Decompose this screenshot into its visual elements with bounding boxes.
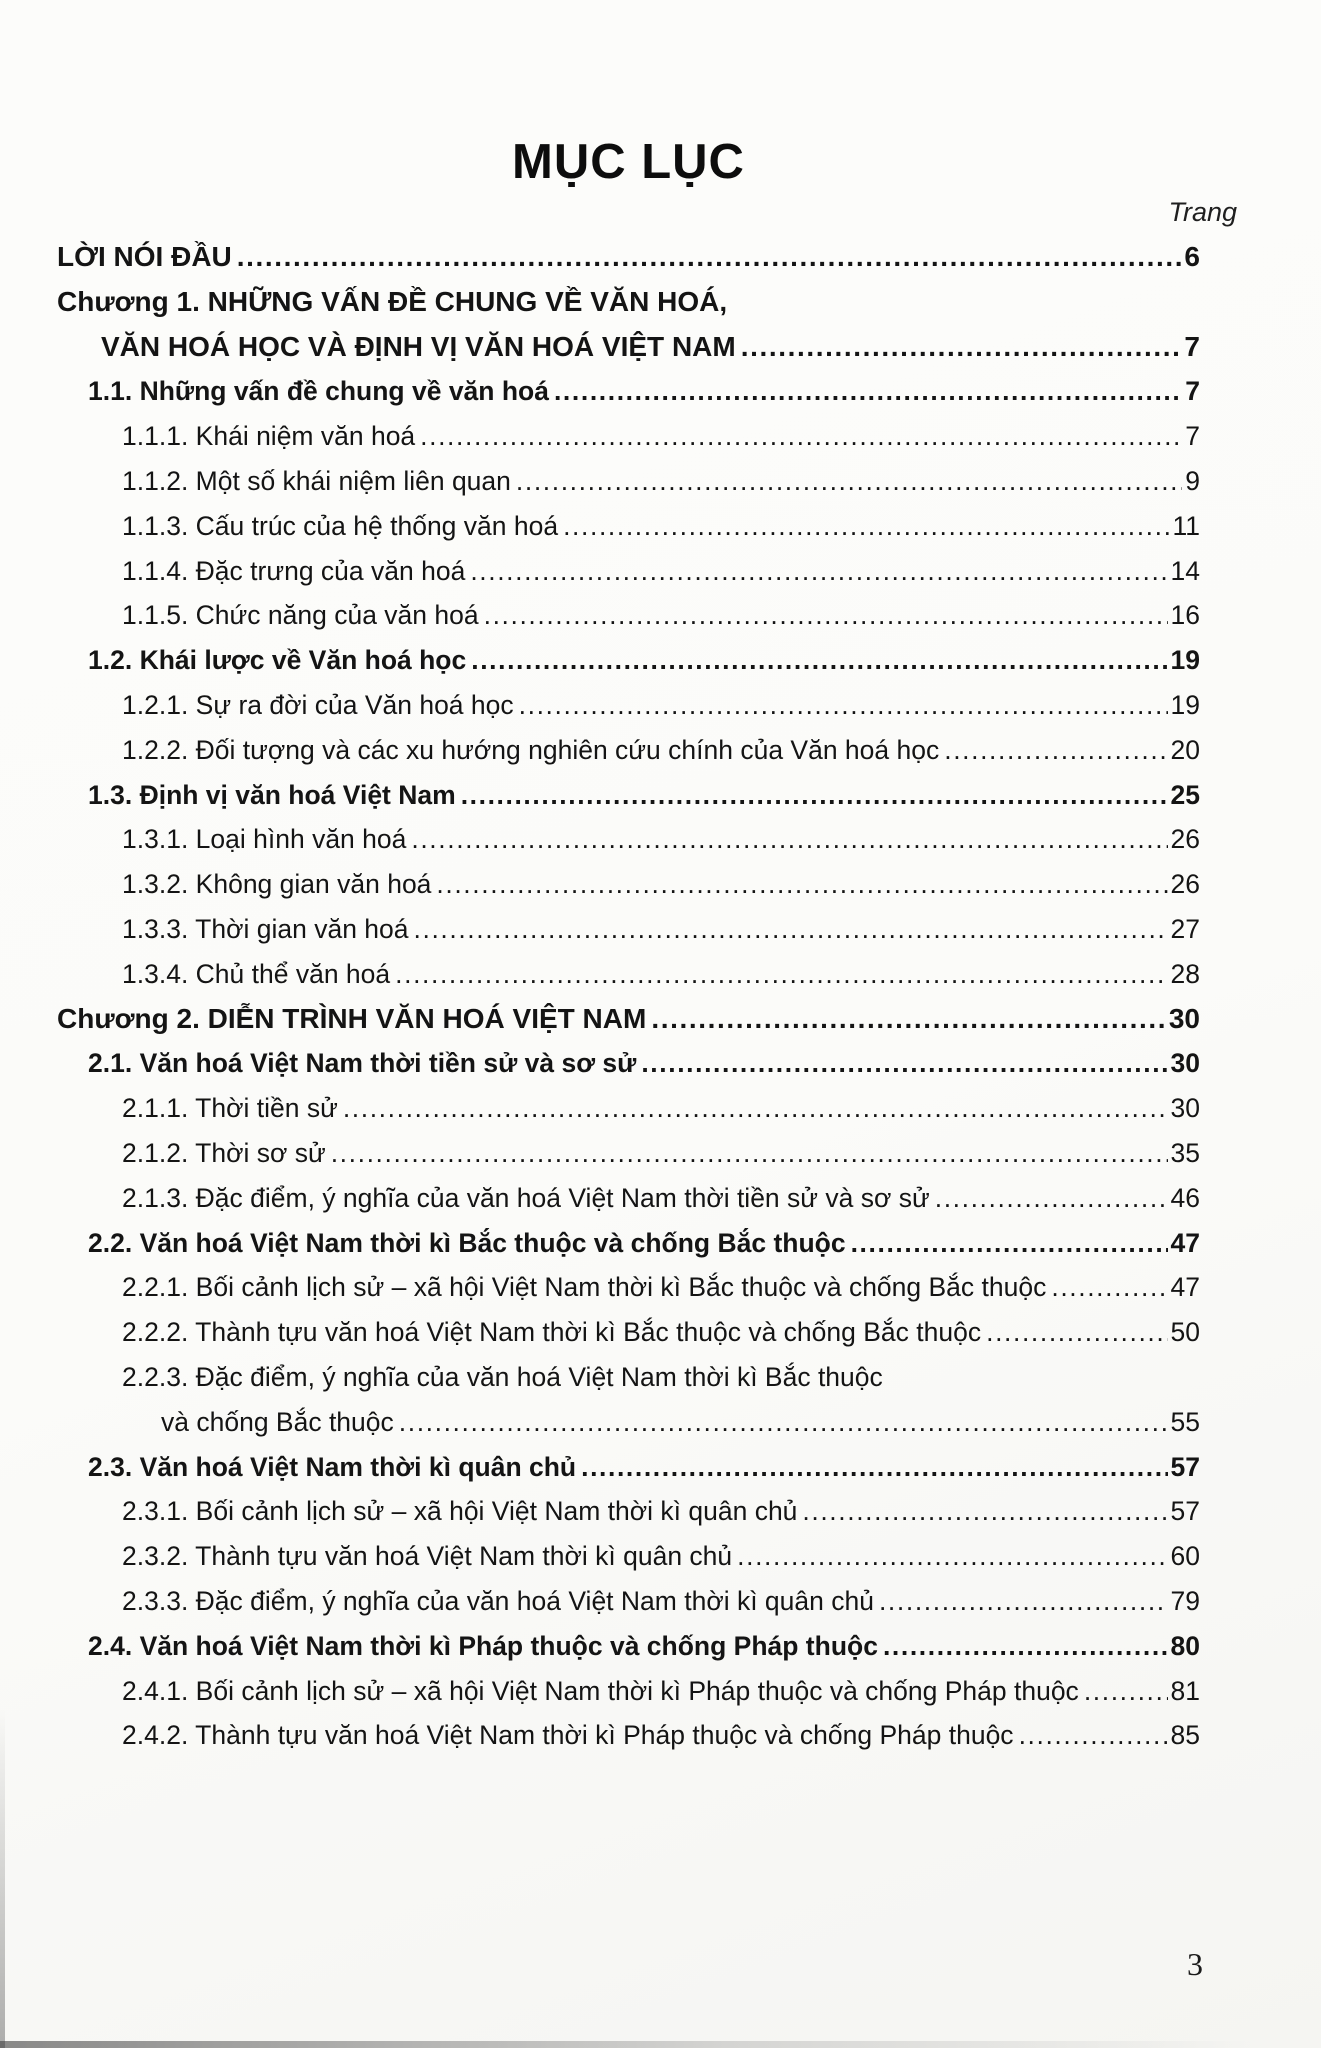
toc-entry-text: 2.2.3. Đặc điểm, ý nghĩa của văn hoá Việt Nam thời kì Bắc thuộc [122, 1361, 883, 1392]
toc-entry-text: 2.2.1. Bối cảnh lịch sử – xã hội Việt Nam thời kì Bắc thuộc và chống Bắc thuộc [122, 1272, 1047, 1303]
toc-entry-text: 1.2.1. Sự ra đời của Văn hoá học [122, 689, 514, 720]
toc-entry-page: 30 [1170, 1093, 1200, 1124]
toc-entry [57, 638, 1200, 683]
toc-entry-text: 2.4.1. Bối cảnh lịch sử – xã hội Việt Nam thời kì Pháp thuộc và chống Pháp thuộc [122, 1675, 1079, 1706]
dot-leader [879, 1579, 1168, 1624]
toc-entry-page: 47 [1170, 1227, 1200, 1258]
dot-leader [411, 817, 1167, 862]
toc-entry-text: 2.1. Văn hoá Việt Nam thời tiền sử và sơ sử [88, 1048, 637, 1079]
toc-entry-page: 30 [1170, 1048, 1200, 1079]
toc-entry [57, 1355, 1200, 1445]
toc-entry-text: 1.1.4. Đặc trưng của văn hoá [122, 555, 466, 586]
toc-entry-page: 60 [1170, 1541, 1200, 1572]
toc-entry-page: 79 [1170, 1585, 1200, 1616]
scan-corner-artifact [0, 1708, 5, 2048]
dot-leader [651, 997, 1166, 1042]
toc-entry [57, 593, 1200, 638]
toc-entry [57, 1489, 1200, 1534]
dot-leader [331, 1131, 1168, 1176]
toc-entry [57, 1624, 1200, 1669]
toc-entry [57, 369, 1200, 414]
dot-leader [802, 1489, 1167, 1534]
toc-entry-page: 25 [1170, 779, 1200, 810]
toc-entry-page: 26 [1170, 869, 1200, 900]
dot-leader [986, 1310, 1167, 1355]
toc-entry [57, 728, 1200, 773]
toc-entry-page: 14 [1170, 555, 1200, 586]
dot-leader [1019, 1713, 1168, 1758]
toc-entry [57, 683, 1200, 728]
page-column-header: Trang [1168, 197, 1237, 227]
toc-entry-page: 20 [1170, 734, 1200, 765]
dot-leader [420, 414, 1182, 459]
toc-entry [57, 1041, 1200, 1086]
toc-entry [57, 1086, 1200, 1131]
toc-entry [57, 1579, 1200, 1624]
dot-leader [414, 907, 1168, 952]
dot-leader [395, 952, 1167, 997]
toc-entry-text: 2.3.3. Đặc điểm, ý nghĩa của văn hoá Việt Nam thời kì quân chủ [122, 1585, 874, 1616]
toc-entry-page: 28 [1170, 958, 1200, 989]
toc-entry [57, 1131, 1200, 1176]
toc-entry-text: 1.3.4. Chủ thể văn hoá [122, 958, 391, 989]
toc-entry [57, 280, 1200, 370]
toc-entry [57, 235, 1200, 280]
toc-entry-text: LỜI NÓI ĐẦU [57, 241, 232, 272]
toc-entry [57, 1534, 1200, 1579]
toc-entry-text: VĂN HOÁ HỌC VÀ ĐỊNH VỊ VĂN HOÁ VIỆT NAM [101, 330, 736, 362]
dot-leader [563, 504, 1169, 549]
toc-entry-page: 57 [1170, 1496, 1200, 1527]
toc-entry-text: 1.1.5. Chức năng của văn hoá [122, 600, 479, 631]
toc-list [57, 235, 1200, 1758]
dot-leader [519, 683, 1168, 728]
toc-entry-page: 11 [1172, 510, 1200, 541]
toc-entry-text: và chống Bắc thuộc [161, 1406, 394, 1437]
toc-entry-text: 1.3.1. Loại hình văn hoá [122, 824, 407, 855]
toc-entry-text: Chương 1. NHỮNG VẤN ĐỀ CHUNG VỀ VĂN HOÁ, [57, 285, 728, 317]
dot-leader [399, 1400, 1168, 1445]
toc-entry-text: 1.2.2. Đối tượng và các xu hướng nghiên cứu chính của Văn hoá học [122, 734, 940, 765]
toc-entry-text: 1.3.3. Thời gian văn hoá [122, 913, 409, 944]
toc-entry-text: 2.3.1. Bối cảnh lịch sử – xã hội Việt Nam thời kì quân chủ [122, 1496, 798, 1527]
dot-leader [484, 593, 1168, 638]
toc-entry-page: 19 [1170, 645, 1200, 676]
toc-entry-text: 2.1.2. Thời sơ sử [122, 1137, 326, 1168]
toc-entry-text: 1.1.1. Khái niệm văn hoá [122, 421, 416, 452]
toc-entry [57, 1713, 1200, 1758]
toc-entry-page: 57 [1170, 1451, 1200, 1482]
dot-leader [343, 1086, 1168, 1131]
toc-entry-text: Chương 2. DIỄN TRÌNH VĂN HOÁ VIỆT NAM [57, 1002, 647, 1034]
toc-entry-page: 7 [1185, 421, 1200, 452]
dot-leader [461, 773, 1168, 818]
toc-entry-text: 2.4. Văn hoá Việt Nam thời kì Pháp thuộc và chống Pháp thuộc [88, 1630, 878, 1661]
toc-entry [57, 952, 1200, 997]
toc-entry-text: 2.2.2. Thành tựu văn hoá Việt Nam thời kì Bắc thuộc và chống Bắc thuộc [122, 1317, 982, 1348]
toc-entry-page: 35 [1170, 1137, 1200, 1168]
toc-entry-text: 1.1.2. Một số khái niệm liên quan [122, 465, 511, 496]
dot-leader [851, 1221, 1168, 1266]
toc-entry-page: 50 [1170, 1317, 1200, 1348]
toc-entry [57, 504, 1200, 549]
toc-entry-page: 6 [1184, 241, 1200, 272]
dot-leader [470, 549, 1167, 594]
toc-entry [57, 997, 1200, 1042]
toc-entry-text: 2.1.3. Đặc điểm, ý nghĩa của văn hoá Việt Nam thời tiền sử và sơ sử [122, 1182, 930, 1213]
toc-entry-page: 7 [1184, 330, 1200, 362]
toc-entry-text: 1.1. Những vấn đề chung về văn hoá [88, 376, 549, 407]
toc-entry [57, 1669, 1200, 1714]
toc-entry-text: 1.3.2. Không gian văn hoá [122, 869, 432, 900]
toc-entry-page: 27 [1170, 913, 1200, 944]
toc-entry-page: 80 [1170, 1630, 1200, 1661]
dot-leader [944, 728, 1167, 773]
dot-leader [237, 235, 1182, 280]
dot-leader [935, 1176, 1168, 1221]
toc-entry-text: 1.1.3. Cấu trúc của hệ thống văn hoá [122, 510, 559, 541]
toc-entry [57, 1310, 1200, 1355]
dot-leader [516, 459, 1182, 504]
dot-leader [471, 638, 1167, 683]
dot-leader [1051, 1265, 1167, 1310]
page-number: 3 [1187, 1946, 1203, 1982]
toc-entry-text: 2.1.1. Thời tiền sử [122, 1093, 338, 1124]
toc-entry [57, 549, 1200, 594]
page-title: MỤC LỤC [512, 135, 745, 189]
toc-entry [57, 459, 1200, 504]
scan-edge-artifact [0, 2041, 1321, 2048]
toc-entry-text: 2.2. Văn hoá Việt Nam thời kì Bắc thuộc và chống Bắc thuộc [88, 1227, 846, 1258]
toc-entry-page: 81 [1170, 1675, 1200, 1706]
dot-leader [581, 1445, 1167, 1490]
toc-entry-page: 9 [1185, 465, 1200, 496]
toc-entry-page: 30 [1168, 1002, 1200, 1034]
toc-entry [57, 817, 1200, 862]
toc-entry-page: 19 [1170, 689, 1200, 720]
toc-entry [57, 414, 1200, 459]
toc-entry [57, 907, 1200, 952]
toc-entry-text: 2.3.2. Thành tựu văn hoá Việt Nam thời kì quân chủ [122, 1541, 733, 1572]
dot-leader [741, 325, 1182, 370]
toc-entry-text: 1.3. Định vị văn hoá Việt Nam [88, 779, 456, 810]
toc-entry [57, 1221, 1200, 1266]
toc-entry [57, 1176, 1200, 1221]
toc-entry-text: 2.3. Văn hoá Việt Nam thời kì quân chủ [88, 1451, 577, 1482]
toc-entry-page: 85 [1170, 1720, 1200, 1751]
toc-entry-page: 55 [1170, 1406, 1200, 1437]
toc-entry [57, 1445, 1200, 1490]
toc-entry-page: 47 [1170, 1272, 1200, 1303]
dot-leader [1084, 1669, 1168, 1714]
dot-leader [641, 1041, 1167, 1086]
dot-leader [436, 862, 1167, 907]
toc-entry-page: 26 [1170, 824, 1200, 855]
toc-entry [57, 773, 1200, 818]
dot-leader [554, 369, 1182, 414]
dot-leader [737, 1534, 1167, 1579]
toc-entry-text: 2.4.2. Thành tựu văn hoá Việt Nam thời kì Pháp thuộc và chống Pháp thuộc [122, 1720, 1014, 1751]
dot-leader [883, 1624, 1168, 1669]
toc-entry-text: 1.2. Khái lược về Văn hoá học [88, 645, 467, 676]
toc-entry [57, 1265, 1200, 1310]
toc-entry [57, 862, 1200, 907]
toc-entry-page: 7 [1185, 376, 1200, 407]
toc-entry-page: 46 [1170, 1182, 1200, 1213]
toc-entry-page: 16 [1170, 600, 1200, 631]
